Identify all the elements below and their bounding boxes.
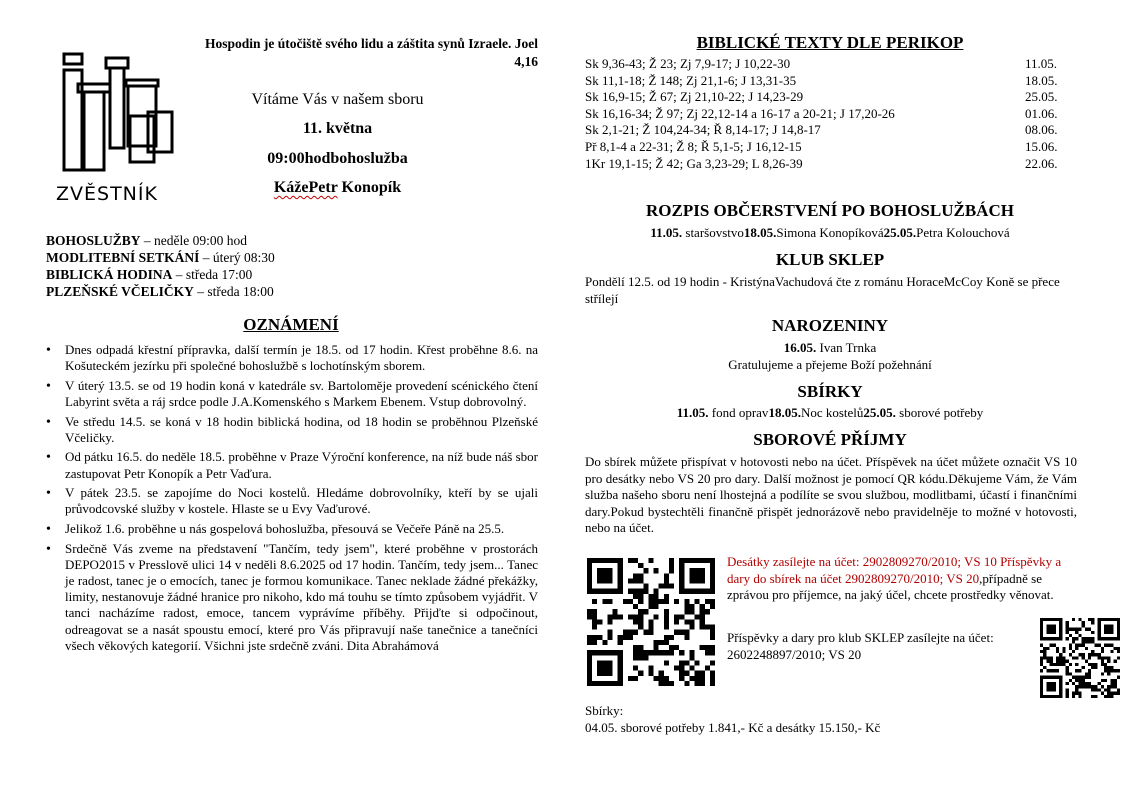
income-text: Do sbírek můžete přispívat v hotovosti nebo na účet. Příspěvek na účet můžete označit VS 10 pro desátky nebo VS 20 pro dary. Další možnost je pomocí QR kódu.Děkujeme Vám, že Vám služba našeho sboru není lhostejná a podílíte se svou službou, modlitbami, účastí i finančními dary.Pokud bystechtěli finančně přispět jednorázově nebo pravidelněje to možné v hotovosti, nebo na účet.	[585, 454, 1077, 535]
reading-row: 1Kr 19,1-15; Ž 42; Ga 3,23-29; L 8,26-39 22.06.	[585, 155, 1058, 171]
announcements-title: OZNÁMENÍ	[243, 315, 339, 334]
motto-verse: Hospodin je útočiště svého lidu a záštita synů Izraele. Joel 4,16	[205, 36, 538, 69]
klub-title: KLUB SKLEP	[775, 250, 885, 269]
preacher-name: Konopík	[341, 179, 402, 196]
refreshments-schedule: 11.05. staršovstvo18.05.Simona Konopíková25.05.Petra Kolouchová	[650, 225, 1010, 240]
announcement-item: • Od pátku 16.5. do neděle 18.5. proběhne v Praze Výroční konference, na níž bude náš sbor zastupovat Petr Konopík a Petr Vaďura.	[46, 449, 538, 481]
schedule-item: PLZEŇSKÉ VČELIČKY – středa 18:00	[46, 284, 274, 299]
income-title: SBOROVÉ PŘÍJMY	[753, 430, 907, 449]
reading-row: Sk 16,16-34; Ž 97; Zj 22,12-14 a 16-17 a 20-21; J 17,20-26 01.06.	[585, 105, 1058, 121]
collections-schedule: 11.05. fond oprav18.05.Noc kostelů25.05. sborové potřeby	[676, 405, 984, 420]
schedule-item: BIBLICKÁ HODINA – středa 17:00	[46, 267, 253, 282]
birthdays-title: NAROZENINY	[771, 316, 889, 335]
reading-row: Sk 11,1-18; Ž 148; Zj 21,1-6; J 13,31-35 18.05.	[585, 72, 1058, 88]
collections-title: SBÍRKY	[797, 382, 863, 401]
klub-text: Pondělí 12.5. od 19 hodin - KristýnaVachudová čte z románu HoraceMcCoy Koně se přece střílejí	[585, 274, 1060, 306]
service-time: 09:00hodbohoslužba	[267, 150, 408, 167]
zvestnik-logo	[50, 40, 185, 208]
service-date: 11. května	[302, 120, 373, 137]
preacher	[200, 178, 475, 197]
announcement-item: • Dnes odpadá křestní přípravka, další termín je 18.5. od 17 hodin. Křest proběhne 8.6. na Košuteckém jezírku při společné bohoslužbě s lochotínským sborem.	[46, 342, 538, 374]
readings-table	[585, 56, 1065, 172]
announcements-list	[46, 342, 538, 657]
refreshments-title: ROZPIS OBČERSTVENÍ PO BOHOSLUŽBÁCH	[646, 201, 1014, 220]
announcement-item: • V pátek 23.5. se zapojíme do Noci kostelů. Hledáme dobrovolníky, kteří by se ujali průvodcovské služby v kostele. Hlaste se u Evy Vaďurové.	[46, 485, 538, 517]
readings-title: BIBLICKÉ TEXTY DLE PERIKOP	[696, 33, 964, 52]
announcement-item: • V úterý 13.5. se od 19 hodin koná v katedrále sv. Bartoloměje provedení scénického čtení Labyrint světa a ráj srdce podle J.A.Komenského s Markem Ebenem. Vstup dobrovolný.	[46, 378, 538, 410]
weekly-schedule	[46, 232, 346, 300]
birthdays: 16.05. Ivan Trnka Gratulujeme a přejeme Boží požehnání	[728, 340, 932, 372]
reading-row: Př 8,1-4 a 22-31; Ž 8; Ř 5,1-5; J 16,12-15 15.06.	[585, 138, 1058, 154]
preacher-label: KážePetr	[273, 179, 338, 196]
qr-code-icon	[587, 558, 715, 686]
reading-row: Sk 9,36-43; Ž 23; Zj 7,9-17; J 10,22-30 11.05.	[585, 56, 1058, 71]
schedule-item: BOHOSLUŽBY – neděle 09:00 hod	[46, 233, 248, 248]
klub-payment-info: Příspěvky a dary pro klub SKLEP zasílejte na účet: 2602248897/2010; VS 20	[727, 630, 994, 662]
last-collections: Sbírky: 04.05. sborové potřeby 1.841,- Kč a desátky 15.150,- Kč	[585, 703, 881, 735]
announcement-item: • Jelikož 1.6. proběhne u nás gospelová bohoslužba, přesouvá se Večeře Páně na 25.5.	[46, 521, 538, 537]
qr-code-icon	[1040, 618, 1120, 698]
schedule-item: MODLITEBNÍ SETKÁNÍ – úterý 08:30	[46, 250, 275, 265]
welcome-text: Vítáme Vás v našem sboru	[251, 91, 424, 108]
announcement-item: • Srdečně Vás zveme na představení "Tančím, tedy jsem", které proběhne v prostorách DEPO2015 v Presslově ulici 14 v neděli 8.6.2025 od 17 hodin. Tančím, tedy jsem... Tanec je radost, tanec je o emocích, tanec je formou komunikace. Tanec neklade žádné překážky, limity, nestanovuje žádné hranice pro nikoho, kdo má touhu se tímto způsobem vyjádřit. V tanci nacházíme radost, emoce, tancem vyprávíme příběhy. Přijďte si odpočinout, odreagovat se a nasát spoustu emocí, které pro Vás připravují naše tanečnice a tanečníci všech věkových kategorií. Všichni jste srdečně zváni. Dita Abrahámová	[46, 541, 538, 654]
payment-info: Desátky zasílejte na účet: 2902809270/2010; VS 10 Příspěvky a dary do sbírek na účet 2902809270/2010; VS 20,případně se zprávou pro příjemce, na jaký účel, chcete prostředky věnovat.	[727, 554, 1062, 602]
reading-row: Sk 16,9-15; Ž 67; Zj 21,10-22; J 14,23-29 25.05.	[585, 89, 1058, 105]
logo-text: ZVĚSTNÍK	[56, 183, 158, 205]
reading-row: Sk 2,1-21; Ž 104,24-34; Ř 8,14-17; J 14,8-17 08.06.	[585, 122, 1058, 138]
announcement-item: • Ve středu 14.5. se koná v 18 hodin biblická hodina, od 18 hodin se proběhnou Plzeňské Včeličky.	[46, 414, 538, 446]
